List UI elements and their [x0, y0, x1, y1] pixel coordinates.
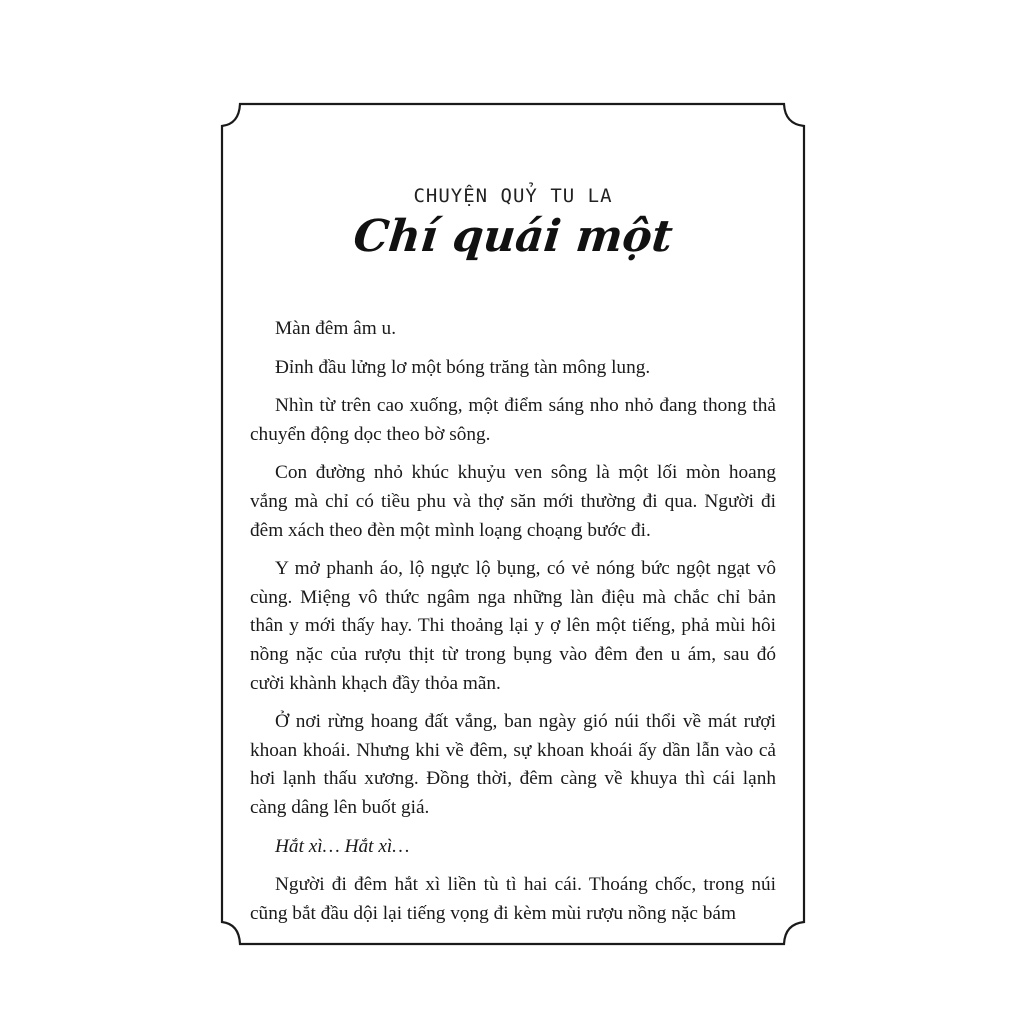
paragraph: Con đường nhỏ khúc khuỷu ven sông là một lối mòn hoang vắng mà chỉ có tiều phu và thợ săn mới thường đi qua. Người đi đêm xách theo đèn một mình loạng choạng bước đi.	[250, 462, 776, 541]
chapter-title: Chí quái một	[351, 211, 676, 262]
sneeze-line: Hắt xì… Hắt xì…	[275, 835, 410, 857]
paragraph: Ở nơi rừng hoang đất vắng, ban ngày gió núi thổi về mát rượi khoan khoái. Nhưng khi về đêm, sự khoan khoái ấy dần lẫn vào cả hơi lạnh thấu xương. Đồng thời, đêm càng về khuya thì cái lạnh càng dâng lên buốt giá.	[250, 711, 776, 818]
paragraph: Người đi đêm hắt xì liền tù tì hai cái. Thoáng chốc, trong núi cũng bắt đầu dội lại tiếng vọng đi kèm mùi rượu nồng nặc bám	[250, 874, 776, 924]
chapter-header	[222, 183, 804, 263]
paragraph: Đỉnh đầu lửng lơ một bóng trăng tàn mông lung.	[275, 356, 651, 378]
chapter-body	[250, 315, 776, 938]
paragraph: Nhìn từ trên cao xuống, một điểm sáng nho nhỏ đang thong thả chuyển động dọc theo bờ sông.	[250, 395, 776, 445]
paragraph: Màn đêm âm u.	[275, 318, 397, 339]
series-title: CHUYỆN QUỶ TU LA	[413, 185, 613, 207]
paragraph: Y mở phanh áo, lộ ngực lộ bụng, có vẻ nóng bức ngột ngạt vô cùng. Miệng vô thức ngâm nga những làn điệu mà chắc chỉ bản thân y mới thấy hay. Thi thoảng lại y ợ lên một tiếng, phả mùi hôi nồng nặc của rượu thịt từ trong bụng vào đêm đen u ám, sau đó cười khành khạch đầy thỏa mãn.	[250, 558, 776, 694]
